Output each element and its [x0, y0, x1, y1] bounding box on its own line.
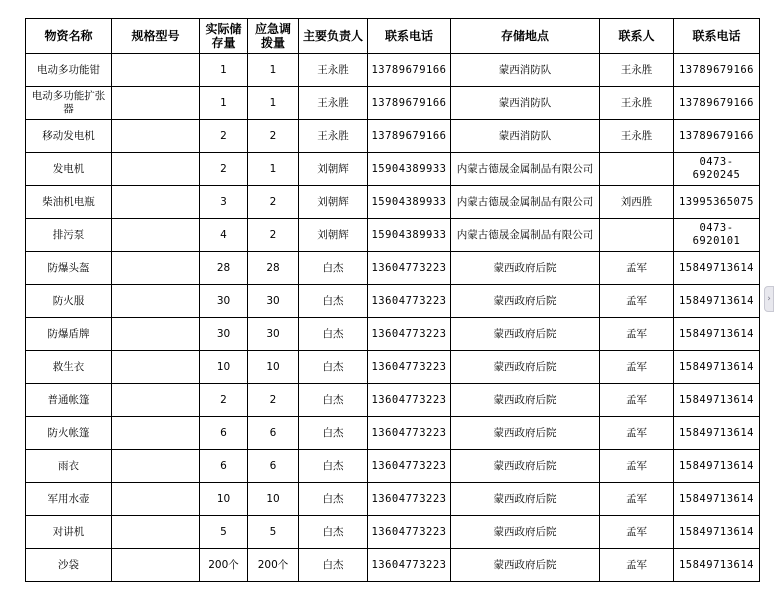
- spec-cell: [112, 54, 200, 87]
- table-row: [26, 318, 760, 351]
- stock-cell: 2: [200, 384, 248, 417]
- allot-cell: 30: [248, 318, 299, 351]
- stock-cell: 5: [200, 516, 248, 549]
- phone-cell: 13604773223: [368, 450, 451, 483]
- spec-cell: [112, 450, 200, 483]
- stock-cell: 6: [200, 450, 248, 483]
- spec-cell: [112, 483, 200, 516]
- name-cell: 雨衣: [26, 450, 112, 483]
- contact-phone-cell: 15849713614: [674, 384, 760, 417]
- spec-cell: [112, 351, 200, 384]
- allot-cell: 1: [248, 153, 299, 186]
- name-cell: 柴油机电瓶: [26, 186, 112, 219]
- contact-cell: 孟军: [600, 318, 674, 351]
- allot-cell: 10: [248, 351, 299, 384]
- manager-cell: 白杰: [299, 285, 368, 318]
- contact-phone-cell: 15849713614: [674, 252, 760, 285]
- stock-cell: 28: [200, 252, 248, 285]
- phone-cell: 13604773223: [368, 318, 451, 351]
- manager-cell: 白杰: [299, 516, 368, 549]
- manager-cell: 王永胜: [299, 54, 368, 87]
- header-cell: 联系电话: [368, 19, 451, 54]
- contact-cell: 孟军: [600, 549, 674, 582]
- spec-cell: [112, 252, 200, 285]
- table-row: [26, 417, 760, 450]
- contact-phone-cell: 15849713614: [674, 417, 760, 450]
- table-row: [26, 186, 760, 219]
- location-cell: 蒙西政府后院: [451, 516, 600, 549]
- spec-cell: [112, 219, 200, 252]
- contact-phone-cell: 13789679166: [674, 120, 760, 153]
- stock-cell: 4: [200, 219, 248, 252]
- manager-cell: 白杰: [299, 318, 368, 351]
- allot-cell: 2: [248, 219, 299, 252]
- name-cell: 普通帐篷: [26, 384, 112, 417]
- location-cell: 蒙西政府后院: [451, 450, 600, 483]
- allot-cell: 30: [248, 285, 299, 318]
- manager-cell: 王永胜: [299, 87, 368, 120]
- stock-cell: 200个: [200, 549, 248, 582]
- table-row: [26, 384, 760, 417]
- header-row: [26, 19, 760, 54]
- phone-cell: 13604773223: [368, 549, 451, 582]
- location-cell: 蒙西消防队: [451, 120, 600, 153]
- allot-cell: 5: [248, 516, 299, 549]
- spec-cell: [112, 186, 200, 219]
- table-row: [26, 252, 760, 285]
- name-cell: 对讲机: [26, 516, 112, 549]
- contact-phone-cell: 15849713614: [674, 318, 760, 351]
- allot-cell: 10: [248, 483, 299, 516]
- location-cell: 蒙西政府后院: [451, 285, 600, 318]
- contact-cell: [600, 153, 674, 186]
- manager-cell: 白杰: [299, 549, 368, 582]
- table-row: [26, 450, 760, 483]
- header-cell: 存储地点: [451, 19, 600, 54]
- location-cell: 蒙西政府后院: [451, 252, 600, 285]
- contact-phone-cell: 13789679166: [674, 54, 760, 87]
- stock-cell: 3: [200, 186, 248, 219]
- contact-cell: 孟军: [600, 252, 674, 285]
- contact-phone-cell: 15849713614: [674, 450, 760, 483]
- name-cell: 防爆盾牌: [26, 318, 112, 351]
- manager-cell: 白杰: [299, 384, 368, 417]
- location-cell: 蒙西政府后院: [451, 417, 600, 450]
- contact-cell: [600, 219, 674, 252]
- manager-cell: 王永胜: [299, 120, 368, 153]
- name-cell: 防火服: [26, 285, 112, 318]
- stock-cell: 6: [200, 417, 248, 450]
- spec-cell: [112, 153, 200, 186]
- location-cell: 蒙西消防队: [451, 87, 600, 120]
- contact-phone-cell: 15849713614: [674, 549, 760, 582]
- phone-cell: 13604773223: [368, 483, 451, 516]
- phone-cell: 13604773223: [368, 417, 451, 450]
- table-row: [26, 219, 760, 252]
- spec-cell: [112, 417, 200, 450]
- name-cell: 军用水壶: [26, 483, 112, 516]
- spec-cell: [112, 384, 200, 417]
- manager-cell: 白杰: [299, 351, 368, 384]
- manager-cell: 白杰: [299, 417, 368, 450]
- table-row: [26, 516, 760, 549]
- header-cell: 规格型号: [112, 19, 200, 54]
- spec-cell: [112, 120, 200, 153]
- allot-cell: 6: [248, 417, 299, 450]
- spec-cell: [112, 285, 200, 318]
- header-cell: 联系电话: [674, 19, 760, 54]
- name-cell: 防爆头盔: [26, 252, 112, 285]
- table-body: [26, 54, 760, 582]
- location-cell: 蒙西消防队: [451, 54, 600, 87]
- allot-cell: 2: [248, 120, 299, 153]
- location-cell: 蒙西政府后院: [451, 384, 600, 417]
- phone-cell: 13604773223: [368, 384, 451, 417]
- manager-cell: 白杰: [299, 450, 368, 483]
- phone-cell: 13604773223: [368, 351, 451, 384]
- contact-cell: 孟军: [600, 516, 674, 549]
- contact-phone-cell: 15849713614: [674, 483, 760, 516]
- supplies-table: [25, 18, 760, 582]
- table-row: [26, 153, 760, 186]
- contact-cell: 孟军: [600, 285, 674, 318]
- phone-cell: 15904389933: [368, 153, 451, 186]
- phone-cell: 13604773223: [368, 516, 451, 549]
- location-cell: 蒙西政府后院: [451, 483, 600, 516]
- allot-cell: 2: [248, 384, 299, 417]
- manager-cell: 白杰: [299, 252, 368, 285]
- header-cell: 应急调拨量: [248, 19, 299, 54]
- manager-cell: 刘朝辉: [299, 186, 368, 219]
- allot-cell: 6: [248, 450, 299, 483]
- spec-cell: [112, 549, 200, 582]
- name-cell: 电动多功能钳: [26, 54, 112, 87]
- header-cell: 主要负责人: [299, 19, 368, 54]
- location-cell: 内蒙古德晟金属制品有限公司: [451, 153, 600, 186]
- spec-cell: [112, 87, 200, 120]
- header-cell: 联系人: [600, 19, 674, 54]
- stock-cell: 30: [200, 318, 248, 351]
- contact-cell: 王永胜: [600, 120, 674, 153]
- phone-cell: 15904389933: [368, 186, 451, 219]
- allot-cell: 1: [248, 87, 299, 120]
- table-row: [26, 351, 760, 384]
- contact-phone-cell: 13995365075: [674, 186, 760, 219]
- phone-cell: 13789679166: [368, 87, 451, 120]
- spec-cell: [112, 516, 200, 549]
- allot-cell: 28: [248, 252, 299, 285]
- stock-cell: 30: [200, 285, 248, 318]
- contact-cell: 孟军: [600, 417, 674, 450]
- location-cell: 蒙西政府后院: [451, 351, 600, 384]
- contact-phone-cell: 13789679166: [674, 87, 760, 120]
- location-cell: 内蒙古德晟金属制品有限公司: [451, 186, 600, 219]
- phone-cell: 13604773223: [368, 285, 451, 318]
- name-cell: 发电机: [26, 153, 112, 186]
- name-cell: 防火帐篷: [26, 417, 112, 450]
- stock-cell: 2: [200, 153, 248, 186]
- contact-cell: 孟军: [600, 483, 674, 516]
- contact-cell: 王永胜: [600, 54, 674, 87]
- allot-cell: 200个: [248, 549, 299, 582]
- phone-cell: 13789679166: [368, 120, 451, 153]
- header-cell: 物资名称: [26, 19, 112, 54]
- name-cell: 移动发电机: [26, 120, 112, 153]
- allot-cell: 1: [248, 54, 299, 87]
- table-row: [26, 87, 760, 120]
- phone-cell: 15904389933: [368, 219, 451, 252]
- stock-cell: 10: [200, 483, 248, 516]
- table-row: [26, 54, 760, 87]
- header-cell: 实际储存量: [200, 19, 248, 54]
- location-cell: 内蒙古德晟金属制品有限公司: [451, 219, 600, 252]
- spec-cell: [112, 318, 200, 351]
- manager-cell: 刘朝辉: [299, 219, 368, 252]
- contact-phone-cell: 15849713614: [674, 285, 760, 318]
- phone-cell: 13789679166: [368, 54, 451, 87]
- contact-cell: 刘西胜: [600, 186, 674, 219]
- contact-cell: 孟军: [600, 450, 674, 483]
- contact-phone-cell: 15849713614: [674, 351, 760, 384]
- contact-cell: 孟军: [600, 384, 674, 417]
- name-cell: 沙袋: [26, 549, 112, 582]
- contact-cell: 王永胜: [600, 87, 674, 120]
- name-cell: 电动多功能扩张器: [26, 87, 112, 120]
- manager-cell: 刘朝辉: [299, 153, 368, 186]
- chevron-right-icon[interactable]: ›: [764, 286, 774, 312]
- table-row: [26, 120, 760, 153]
- contact-phone-cell: 15849713614: [674, 516, 760, 549]
- contact-phone-cell: 0473-6920101: [674, 219, 760, 252]
- location-cell: 蒙西政府后院: [451, 549, 600, 582]
- phone-cell: 13604773223: [368, 252, 451, 285]
- contact-phone-cell: 0473-6920245: [674, 153, 760, 186]
- table-row: [26, 285, 760, 318]
- table-row: [26, 483, 760, 516]
- stock-cell: 1: [200, 87, 248, 120]
- table-row: [26, 549, 760, 582]
- location-cell: 蒙西政府后院: [451, 318, 600, 351]
- name-cell: 救生衣: [26, 351, 112, 384]
- name-cell: 排污泵: [26, 219, 112, 252]
- stock-cell: 10: [200, 351, 248, 384]
- allot-cell: 2: [248, 186, 299, 219]
- stock-cell: 1: [200, 54, 248, 87]
- contact-cell: 孟军: [600, 351, 674, 384]
- stock-cell: 2: [200, 120, 248, 153]
- manager-cell: 白杰: [299, 483, 368, 516]
